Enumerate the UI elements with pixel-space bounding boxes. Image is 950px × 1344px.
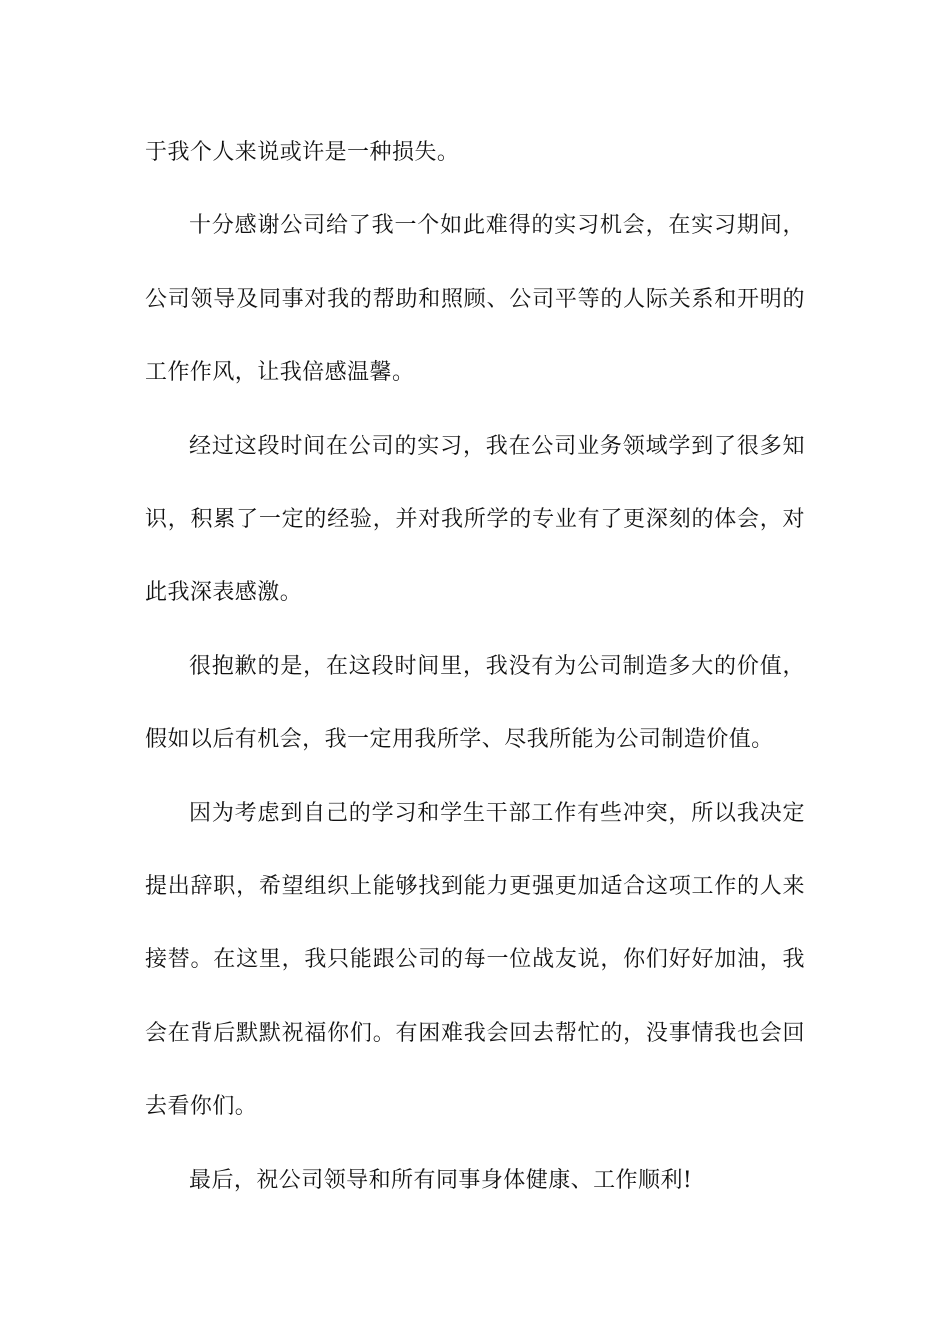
paragraph-3: 经过这段时间在公司的实习，我在公司业务领域学到了很多知识，积累了一定的经验，并对我所学的专业有了更深刻的体会，对此我深表感激。	[145, 433, 805, 606]
paragraph-1: 于我个人来说或许是一种损失。	[145, 140, 460, 165]
paragraph-2: 十分感谢公司给了我一个如此难得的实习机会，在实习期间，公司领导及同事对我的帮助和照顾、公司平等的人际关系和开明的工作作风，让我倍感温馨。	[145, 213, 805, 386]
paragraph-5: 因为考虑到自己的学习和学生干部工作有些冲突，所以我决定提出辞职，希望组织上能够找到能力更强更加适合这项工作的人来接替。在这里，我只能跟公司的每一位战友说，你们好好加油，我会在背后默默祝福你们。有困难我会回去帮忙的，没事情我也会回去看你们。	[145, 800, 805, 1120]
document-body	[145, 116, 805, 1217]
paragraph-4: 很抱歉的是，在这段时间里，我没有为公司制造多大的价值，假如以后有机会，我一定用我所学、尽我所能为公司制造价值。	[145, 653, 805, 753]
paragraph-6: 最后，祝公司领导和所有同事身体健康、工作顺利!	[189, 1167, 693, 1193]
